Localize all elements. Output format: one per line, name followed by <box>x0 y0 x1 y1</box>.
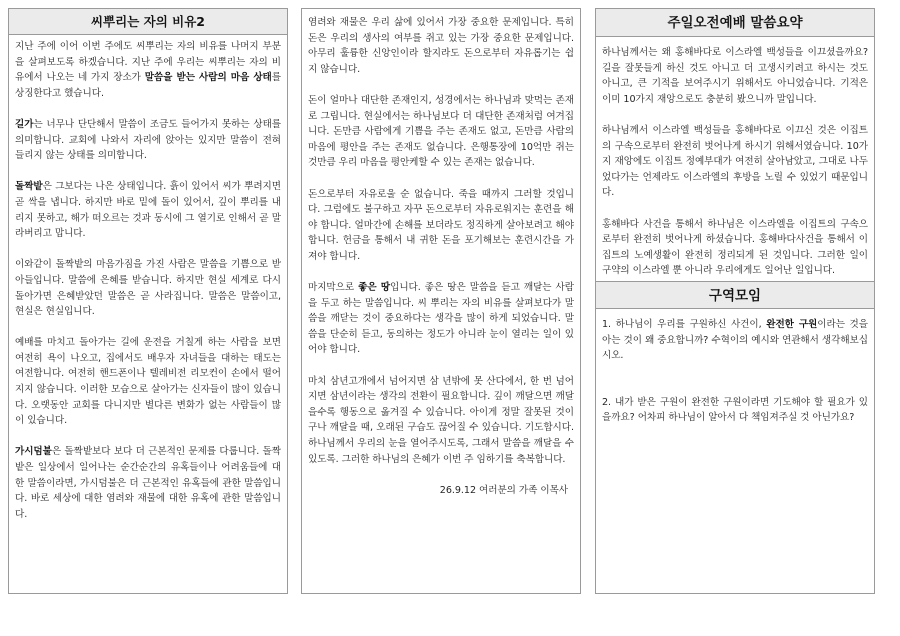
emphasis-text: 길가 <box>15 118 34 130</box>
paragraph <box>15 444 281 522</box>
paragraph-gap <box>15 429 281 445</box>
paragraph: 하나님께서는 왜 홍해바다로 이스라엘 백성들을 이끄셨을까요? 길을 잘못들게 하신 것도 아니고 더 고생시키려고 하시는 것도 아니고, 큰 기적을 보여주시기 위해서도 아니었습니다. 기적은 이미 10가지 재앙으로도 충분히 봤으니까 말입니다. <box>602 47 868 105</box>
emphasis-text: 좋은 땅 <box>358 282 391 294</box>
text-run: 1. 하나님이 우리를 구원하신 사건이, <box>602 318 767 330</box>
group-meeting-title: 구역모임 <box>596 281 874 309</box>
paragraph: 이와같이 돌짝밭의 마음가짐을 가진 사람은 말씀을 기쁨으로 받아들입니다. 말씀에 은혜를 받습니다. 하지만 현실 세계로 다시 돌아가면 은혜받았던 말씀은 곧 사라집니다. 말씀은 말씀이고, 현실은 현실입니다. <box>15 259 281 318</box>
summary-title: 주일오전예배 말씀요약 <box>596 9 874 37</box>
text-run: 마지막으로 <box>308 282 359 294</box>
paragraph: 하나님께서 이스라엘 백성들을 홍해바다로 이끄신 것은 이집트의 구속으로부터 완전히 벗어나게 하시기 위해서였습니다. 10가지 재앙에도 이집트 정예부대가 여전히 살아남았고, 그대로 나두었다가는 언제라도 이스라엘의 후방을 노릴 수 있었기 때문입니다. <box>602 124 868 199</box>
question-item <box>602 317 868 364</box>
paragraph-gap <box>308 77 574 93</box>
paragraph-gap <box>602 379 868 395</box>
paragraph-gap <box>15 101 281 117</box>
group-meeting-body <box>596 309 874 428</box>
question-item: 2. 내가 받은 구원이 완전한 구원이라면 기도해야 할 필요가 있을까요? 어차피 하나님이 알아서 다 책임져주실 것 아닌가요? <box>602 396 868 424</box>
text-run: 은 돌짝밭보다 보다 더 근본적인 문제를 다룹니다. 돌짝밭은 일상에서 일어나는 순간순간의 유혹들이나 어려움들에 대한 말씀이라면, 가시덤불은 더 근본적인 유혹들에 관한 말씀입니다. 바로 세상에 대한 염려와 재물에 대한 유혹에 관한 말씀입니다. <box>15 446 281 520</box>
paragraph: 홍해바다 사건을 통해서 하나님은 이스라엘을 이집트의 구속으로부터 완전히 벗어나게 하셨습니다. 홍해바다사건을 통해서 이집트의 노예생활이 완전히 정리되게 된 것입니다. 그러한 일이 구약의 이스라엘 뿐 아니라 우리에게도 일어난 일입니다. <box>602 218 868 277</box>
paragraph-gap <box>308 467 574 483</box>
sermon-title: 씨뿌리는 자의 비유2 <box>9 9 287 35</box>
text-run: 는 너무나 단단해서 말씀이 조금도 들어가지 못하는 상태를 의미합니다. 교회에 나와서 자리에 앉아는 있지만 말씀이 전혀 들리지 않는 상태를 의미합니다. <box>15 118 281 162</box>
text-run: 입니다. 좋은 땅은 말씀을 듣고 깨달는 사람을 두고 하는 말씀입니다. 씨 뿌리는 자의 비유를 살펴보다가 말씀을 깨닫는 것이 중요하다는 생각을 많이 하게 되었습니다. 말씀을 단순히 듣고, 동의하는 정도가 아니라 눈이 열리는 일이 있어야 합니다. <box>308 282 574 356</box>
middle-column-body <box>302 9 580 498</box>
text-run: 이라는 것을 아는 것이 왜 중요합니까? 수혁이의 예시와 연관해서 생각해보십시오. <box>602 318 868 362</box>
emphasis-text: 가시덤불 <box>15 446 52 458</box>
left-column <box>8 8 288 594</box>
emphasis-text: 완전한 구원 <box>766 318 818 330</box>
paragraph <box>15 39 281 101</box>
paragraph: 돈으로부터 자유로울 순 없습니다. 죽을 때까지 그러할 것입니다. 그럼에도 불구하고 자꾸 돈으로부터 자유로워지는 훈련을 해야 합니다. 얼마간에 손해를 보더라도 정직하게 살아보려고 해야 합니다. 헌금을 통해서 내 귀한 돈을 포기해보는 훈련시간을 가져야 합니다. <box>308 188 574 262</box>
paragraph <box>15 117 281 164</box>
summary-body <box>596 37 874 281</box>
emphasis-text: 돌짝밭 <box>15 181 43 193</box>
paragraph-gap <box>308 265 574 281</box>
paragraph-gap <box>15 320 281 336</box>
text-run: 은 그보다는 나은 상태입니다. 흙이 있어서 씨가 뿌려지면 곧 싹을 냅니다. 하지만 바로 밑에 돌이 있어서, 깊이 뿌리를 내리지 못하고, 해가 떠오르는 것과 동시에 그 열기로 인해서 곧 말라버리고 맙니다. <box>15 181 281 240</box>
left-column-body <box>9 35 287 522</box>
paragraph-gap <box>602 364 868 380</box>
right-column <box>595 8 875 594</box>
middle-column <box>301 8 581 594</box>
text-run: 지난 주에 이어 이번 주에도 씨뿌리는 자의 비유를 나머지 부분을 살펴보도록 하겠습니다. 지난 주에 우리는 씨뿌리는 자의 비유에서 나오는 네 가지 장소가 <box>15 41 281 84</box>
signature: 26.9.12 여러분의 가족 이목사 <box>439 484 568 496</box>
paragraph: 마치 삼년고개에서 넘어지면 삼 년밖에 못 산다에서, 한 번 넘어지면 삼년이라는 생각의 전환이 필요합니다. 깊이 깨달으면 깨달을수록 행동으로 옮겨질 수 있습니다. 아이게 정말 잘못된 것이구나 깨달을 때, 오래된 구습도 끊어질 수 있습니다. 기도합시다. 하나님께서 우리의 눈을 열어주시도록, 그래서 말씀을 깨달을 수 있도록. 그러한 하나님의 은혜가 이번 주 임하기를 축복합니다. <box>308 375 574 465</box>
paragraph-gap <box>15 242 281 258</box>
paragraph <box>15 179 281 241</box>
paragraph-gap <box>602 107 868 123</box>
paragraph-gap <box>602 201 868 217</box>
paragraph-gap <box>15 164 281 180</box>
paragraph: 돈이 얼마나 대단한 존재인지, 성경에서는 하나님과 맞먹는 존재로 그립니다. 현실에서는 하나님보다 더 대단한 존재처럼 여겨집니다. 돈만큼 사람에게 기쁨을 주는 존재도 없고, 돈만큼 사람의 마음에 평안을 주는 존재도 없습니다. 은행통장에 10억만 쥐는 것만큼 우리 마음을 평안케할 수 있는 존재는 없습니다. <box>308 94 574 169</box>
paragraph <box>308 280 574 358</box>
paragraph: 염려와 재물은 우리 삶에 있어서 가장 중요한 문제입니다. 특히 돈은 우리의 생사의 여부를 쥐고 있는 가장 중요한 문제입니다. 아무리 훌륭한 신앙인이라 할지라도 돈으로부터 자유롭기는 쉽지 않습니다. <box>308 17 574 75</box>
paragraph-gap <box>308 358 574 374</box>
text-run: 를 상징한다고 했습니다. <box>15 72 281 99</box>
paragraph: 예배를 마치고 돌아가는 길에 운전을 거칠게 하는 사람을 보면 여전히 욕이 나오고, 집에서도 배우자 자녀들을 대하는 태도는 여전합니다. 여전히 핸드폰이나 텔레비전 리모컨이 손에서 떨어지지 않습니다. 이러한 모습으로 살아가는 신자들이 많이 있습니다. 오랫동안 교회를 다니지만 별다른 변화가 없는 사람들이 많이 있습니다. <box>15 337 281 427</box>
emphasis-text: 말씀을 받는 사람의 마음 상태 <box>144 72 272 84</box>
paragraph-gap <box>308 171 574 187</box>
